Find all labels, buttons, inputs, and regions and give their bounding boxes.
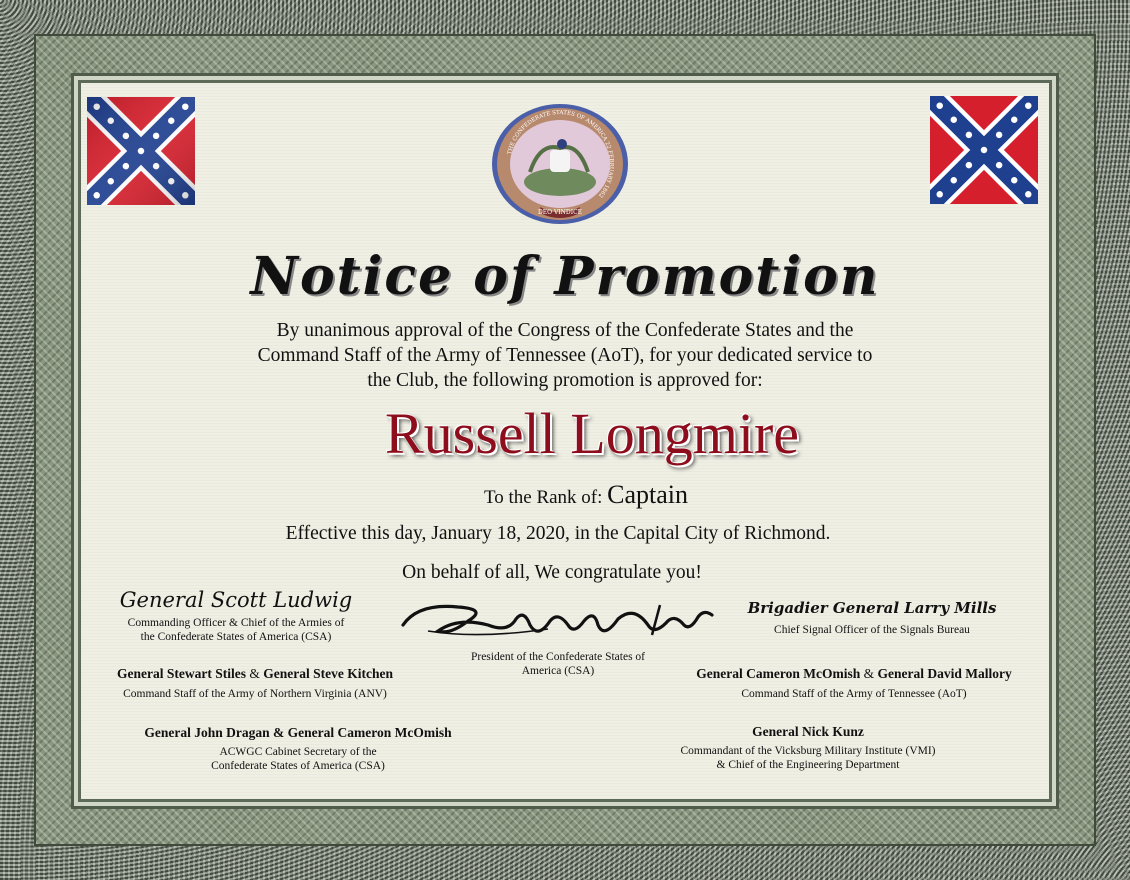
signatory-kunz: [650, 724, 966, 772]
signatory-president: [440, 650, 676, 678]
anv-title: Command Staff of the Army of Northern Virginia (ANV): [123, 688, 387, 700]
acwgc-title-1: ACWGC Cabinet Secretary of the: [219, 746, 377, 758]
aot-name-2: General David Mallory: [877, 666, 1012, 681]
seal-motto: DEO VINDICE: [537, 209, 583, 216]
president-title-2: America (CSA): [521, 665, 595, 677]
seal-ring-text: THE CONFEDERATE STATES OF AMERICA 22 FEBRUARY 1862: [506, 109, 615, 199]
recipient-name: Russell Longmire: [384, 401, 799, 466]
acwgc-title-2: Confederate States of America (CSA): [211, 760, 385, 772]
aot-name-1: General Cameron McOmish: [696, 666, 861, 681]
document-title: Notice of Promotion: [250, 246, 880, 307]
signatory-acwgc: [110, 725, 486, 773]
anv-ampersand: &: [249, 666, 260, 681]
confederate-flag-right-icon: [930, 96, 1038, 204]
signatory-mills: [730, 599, 1014, 637]
confederate-flag-left-icon: [87, 97, 195, 205]
congratulations-line: On behalf of all, We congratulate you!: [402, 562, 702, 583]
aot-ampersand: &: [863, 666, 875, 681]
rank-label: To the Rank of:: [483, 487, 603, 508]
intro-text: [0, 318, 1130, 393]
kunz-title-2: & Chief of the Engineering Department: [716, 759, 900, 771]
acwgc-names: General John Dragan & General Cameron McOmish: [144, 725, 452, 740]
rank-line: [0, 480, 1130, 510]
mills-title: Chief Signal Officer of the Signals Bureau: [774, 624, 970, 636]
aot-title: Command Staff of the Army of Tennessee (AoT): [741, 688, 967, 700]
kunz-name: General Nick Kunz: [752, 724, 864, 739]
intro-line-3: the Club, the following promotion is approved for:: [367, 370, 763, 391]
anv-name-2: General Steve Kitchen: [263, 666, 393, 681]
rank-value: Captain: [607, 480, 689, 509]
president-title-1: President of the Confederate States of: [470, 651, 646, 663]
signatory-ludwig: [96, 588, 376, 644]
ludwig-title-2: the Confederate States of America (CSA): [140, 631, 332, 643]
kunz-title-1: Commandant of the Vicksburg Military Institute (VMI): [680, 745, 936, 757]
signatory-anv: [90, 666, 420, 701]
signatory-aot: [670, 666, 1038, 701]
effective-date-line: Effective this day, January 18, 2020, in the Capital City of Richmond.: [285, 523, 831, 544]
ludwig-name: General Scott Ludwig: [119, 588, 353, 612]
ludwig-title-1: Commanding Officer & Chief of the Armies of: [127, 617, 345, 629]
anv-name-1: General Stewart Stiles: [117, 666, 246, 681]
intro-line-1: By unanimous approval of the Congress of the Confederate States and the: [276, 320, 854, 341]
mills-name: Brigadier General Larry Mills: [747, 599, 997, 617]
confederate-seal-icon: [490, 102, 630, 227]
president-signature: [398, 595, 718, 645]
intro-line-2: Command Staff of the Army of Tennessee (AoT), for your dedicated service to: [257, 345, 873, 366]
